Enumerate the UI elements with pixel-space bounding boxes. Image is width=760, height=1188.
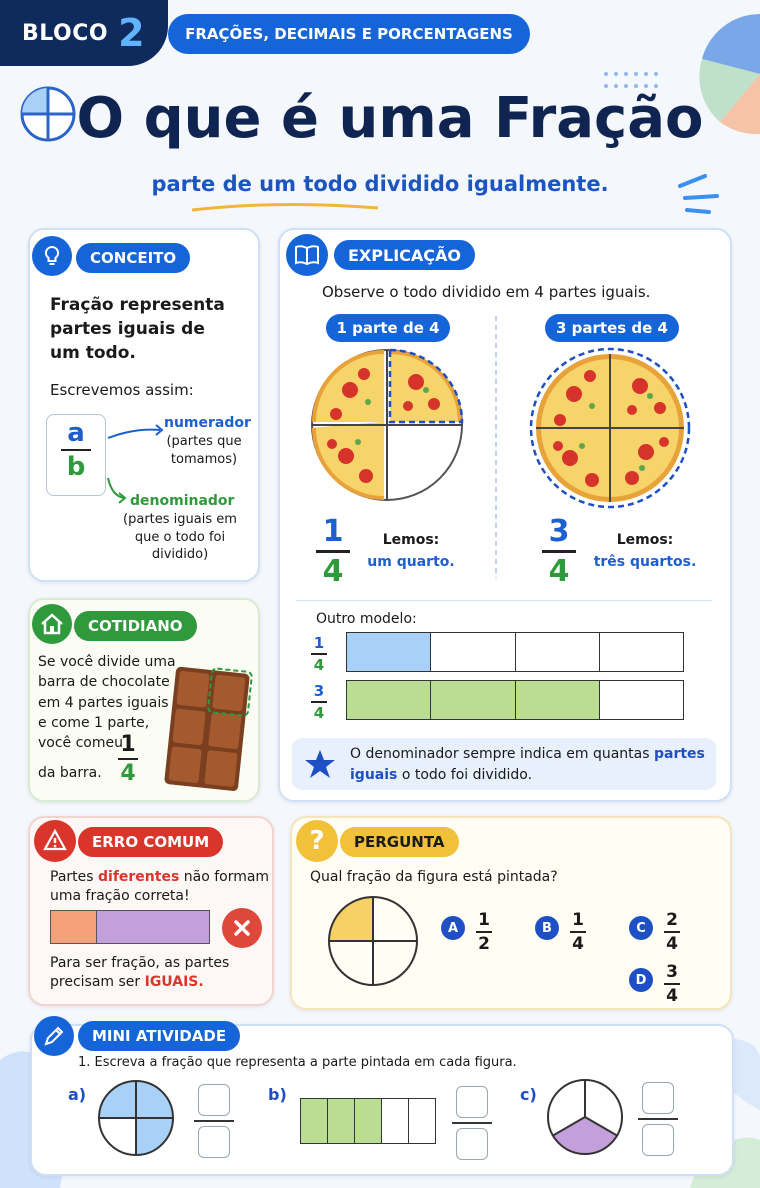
desc-line: tomamos): [170, 451, 238, 467]
separator: [296, 600, 712, 601]
lemos-label: Lemos:: [382, 532, 440, 548]
pizza-one-quarter: [308, 346, 466, 504]
cotidiano-denominator: 4: [120, 761, 136, 786]
erro-label: ERRO COMUM: [78, 827, 223, 857]
pencil-icon: [34, 1016, 74, 1056]
left-numerator: 1: [322, 514, 344, 549]
cotidiano-line: em 4 partes iguais: [38, 694, 169, 711]
fraction-bar: [194, 1120, 234, 1122]
unequal-bar: [50, 910, 210, 944]
item-b-bar: [300, 1098, 436, 1144]
conceito-line: um todo.: [50, 342, 136, 363]
right-numerator: 3: [548, 514, 570, 549]
fraction-bar: [664, 983, 680, 985]
bar-segment: [516, 633, 600, 671]
cotidiano-line: e come 1 parte,: [38, 714, 150, 731]
erro-part: Partes: [50, 869, 98, 885]
fraction-bar: [638, 1118, 678, 1120]
lemos-reading: três quartos.: [593, 553, 697, 570]
bar2-fraction: [308, 682, 330, 722]
fraction-bar: [542, 550, 576, 553]
fraction-bar: [664, 931, 680, 933]
option-d-badge[interactable]: D: [629, 968, 653, 992]
bar1-numerator: 1: [313, 634, 325, 652]
cotidiano-line: barra de chocolate: [38, 674, 170, 691]
conceito-line: Fração representa: [50, 295, 225, 315]
divider: [494, 316, 498, 578]
option-denominator: 2: [478, 934, 490, 954]
item-a-letter: a): [68, 1085, 87, 1104]
item-c-numerator-input[interactable]: [642, 1082, 674, 1114]
item-b-letter: b): [268, 1085, 287, 1104]
desc-line: que o todo foi: [134, 529, 226, 545]
left-lemos: [366, 530, 456, 573]
bar2-denominator: 4: [313, 704, 325, 722]
option-denominator: 4: [572, 934, 584, 954]
option-a-fraction[interactable]: [474, 910, 494, 954]
item-b-denominator-input[interactable]: [456, 1128, 488, 1160]
conceito-label: CONCEITO: [76, 243, 190, 273]
page-title: O que é uma Fração: [76, 86, 704, 151]
chocolate-bar-icon: [160, 664, 256, 794]
left-fraction: [314, 514, 352, 589]
conceito-line: partes iguais de: [50, 318, 205, 339]
erro-part: precisam ser: [50, 973, 145, 990]
lightbulb-icon: [32, 236, 72, 276]
option-numerator: 1: [478, 910, 490, 930]
item-a-circle: [96, 1078, 176, 1158]
bar-model-2: [346, 680, 684, 720]
item-a-denominator-input[interactable]: [198, 1126, 230, 1158]
page-subtitle: parte de um todo dividido igualmente.: [151, 172, 609, 196]
subtitle-underline: [190, 200, 380, 214]
bar-segment: [431, 633, 515, 671]
bar1-fraction: [308, 634, 330, 674]
option-b-badge[interactable]: B: [535, 916, 559, 940]
mini-label: MINI ATIVIDADE: [78, 1021, 240, 1051]
note-bold: partes iguais: [350, 746, 705, 783]
option-b-fraction[interactable]: [568, 910, 588, 954]
numerator-letter: a: [67, 418, 85, 448]
bar1-denominator: 4: [313, 656, 325, 674]
cotidiano-tail: da barra.: [38, 765, 102, 781]
erro-line: uma fração correta!: [50, 887, 190, 904]
house-icon: [32, 604, 72, 644]
conceito-text: [50, 294, 225, 365]
pizza-three-quarters: [528, 346, 692, 510]
fraction-bar: [476, 931, 492, 933]
numerador-desc: [164, 433, 244, 468]
bar-segment: [51, 911, 97, 943]
item-a-numerator-input[interactable]: [198, 1084, 230, 1116]
fraction-bar: [311, 653, 327, 655]
bar-segment: [600, 681, 683, 719]
lemos-label: Lemos:: [616, 532, 674, 548]
bar2-numerator: 3: [313, 682, 325, 700]
option-numerator: 2: [666, 910, 678, 930]
desc-line: (partes que: [166, 434, 242, 449]
right-pill: 3 partes de 4: [545, 314, 679, 342]
right-denominator: 4: [548, 554, 570, 589]
bar-segment: [600, 633, 683, 671]
erro-part: não formam: [179, 869, 270, 885]
cotidiano-line: você comeu: [38, 735, 123, 752]
right-lemos: [590, 530, 700, 573]
bar-segment: [382, 1099, 409, 1143]
denominador-desc: [118, 511, 242, 564]
desc-line: (partes iguais em: [123, 512, 237, 527]
erro-line: Para ser fração, as partes: [50, 955, 230, 971]
option-numerator: 3: [666, 962, 678, 982]
item-c-letter: c): [520, 1085, 537, 1104]
fraction-bar: [570, 931, 586, 933]
item-c-denominator-input[interactable]: [642, 1124, 674, 1156]
right-fraction: [540, 514, 578, 589]
question-circle: [326, 894, 420, 988]
option-denominator: 4: [666, 986, 678, 1006]
fraction-bar: [316, 550, 350, 553]
book-icon: [286, 234, 328, 276]
mini-instruction: 1. Escreva a fração que representa a parte pintada em cada figura.: [78, 1055, 517, 1070]
bar-segment: [355, 1099, 382, 1143]
pergunta-label: PERGUNTA: [340, 827, 459, 857]
fraction-bar: [311, 701, 327, 703]
erro-highlight: IGUAIS.: [144, 973, 204, 990]
left-denominator: 4: [322, 554, 344, 589]
erro-text-1: [50, 868, 269, 906]
item-b-numerator-input[interactable]: [456, 1086, 488, 1118]
denominator-letter: b: [66, 452, 86, 482]
block-number: 2: [118, 11, 145, 55]
outro-modelo-label: Outro modelo:: [316, 611, 417, 627]
bar-model-1: [346, 632, 684, 672]
bar-segment: [301, 1099, 328, 1143]
question-icon: ?: [296, 820, 338, 862]
block-label: BLOCO: [22, 20, 109, 46]
block-tag: [0, 0, 168, 66]
cotidiano-label: COTIDIANO: [74, 611, 197, 641]
option-denominator: 4: [666, 934, 678, 954]
warning-icon: [34, 820, 76, 862]
denominador-label: denominador: [130, 493, 235, 509]
escrevemos-text: Escrevemos assim:: [50, 381, 194, 399]
erro-highlight: diferentes: [98, 869, 180, 885]
note-part: o todo foi dividido.: [397, 767, 533, 783]
option-a-badge[interactable]: A: [441, 916, 465, 940]
bar-segment: [409, 1099, 435, 1143]
bar-segment: [347, 681, 431, 719]
star-icon: [304, 748, 336, 780]
erro-text-2: [50, 954, 229, 992]
bar-segment: [97, 911, 209, 943]
pergunta-question: Qual fração da figura está pintada?: [310, 869, 558, 885]
note-part: O denominador sempre indica em quantas: [350, 746, 654, 762]
numerador-label: numerador: [164, 415, 251, 431]
topic-pill: FRAÇÕES, DECIMAIS E PORCENTAGENS: [168, 14, 530, 54]
note-text: [350, 744, 710, 786]
option-c-badge[interactable]: C: [629, 916, 653, 940]
bar-segment: [516, 681, 600, 719]
option-c-fraction[interactable]: [662, 910, 682, 954]
desc-line: dividido): [151, 547, 209, 563]
bar-segment: [328, 1099, 355, 1143]
close-icon: [222, 908, 262, 948]
fraction-bar: [61, 449, 91, 451]
explicacao-label: EXPLICAÇÃO: [334, 240, 475, 270]
fraction-bar: [452, 1122, 492, 1124]
cotidiano-fraction: [116, 732, 140, 786]
cotidiano-text: [38, 652, 176, 753]
explicacao-intro: Observe o todo dividido em 4 partes iguais.: [322, 283, 651, 301]
fraction-ab: [58, 418, 94, 482]
left-pill: 1 parte de 4: [326, 314, 450, 342]
item-c-circle: [544, 1076, 626, 1158]
lemos-reading: um quarto.: [367, 553, 455, 570]
cotidiano-line: Se você divide uma: [38, 654, 176, 670]
option-numerator: 1: [572, 910, 584, 930]
option-d-fraction[interactable]: [662, 962, 682, 1006]
fraction-bar: [118, 758, 138, 760]
bar-segment: [347, 633, 431, 671]
bar-segment: [431, 681, 515, 719]
cotidiano-numerator: 1: [120, 732, 136, 757]
